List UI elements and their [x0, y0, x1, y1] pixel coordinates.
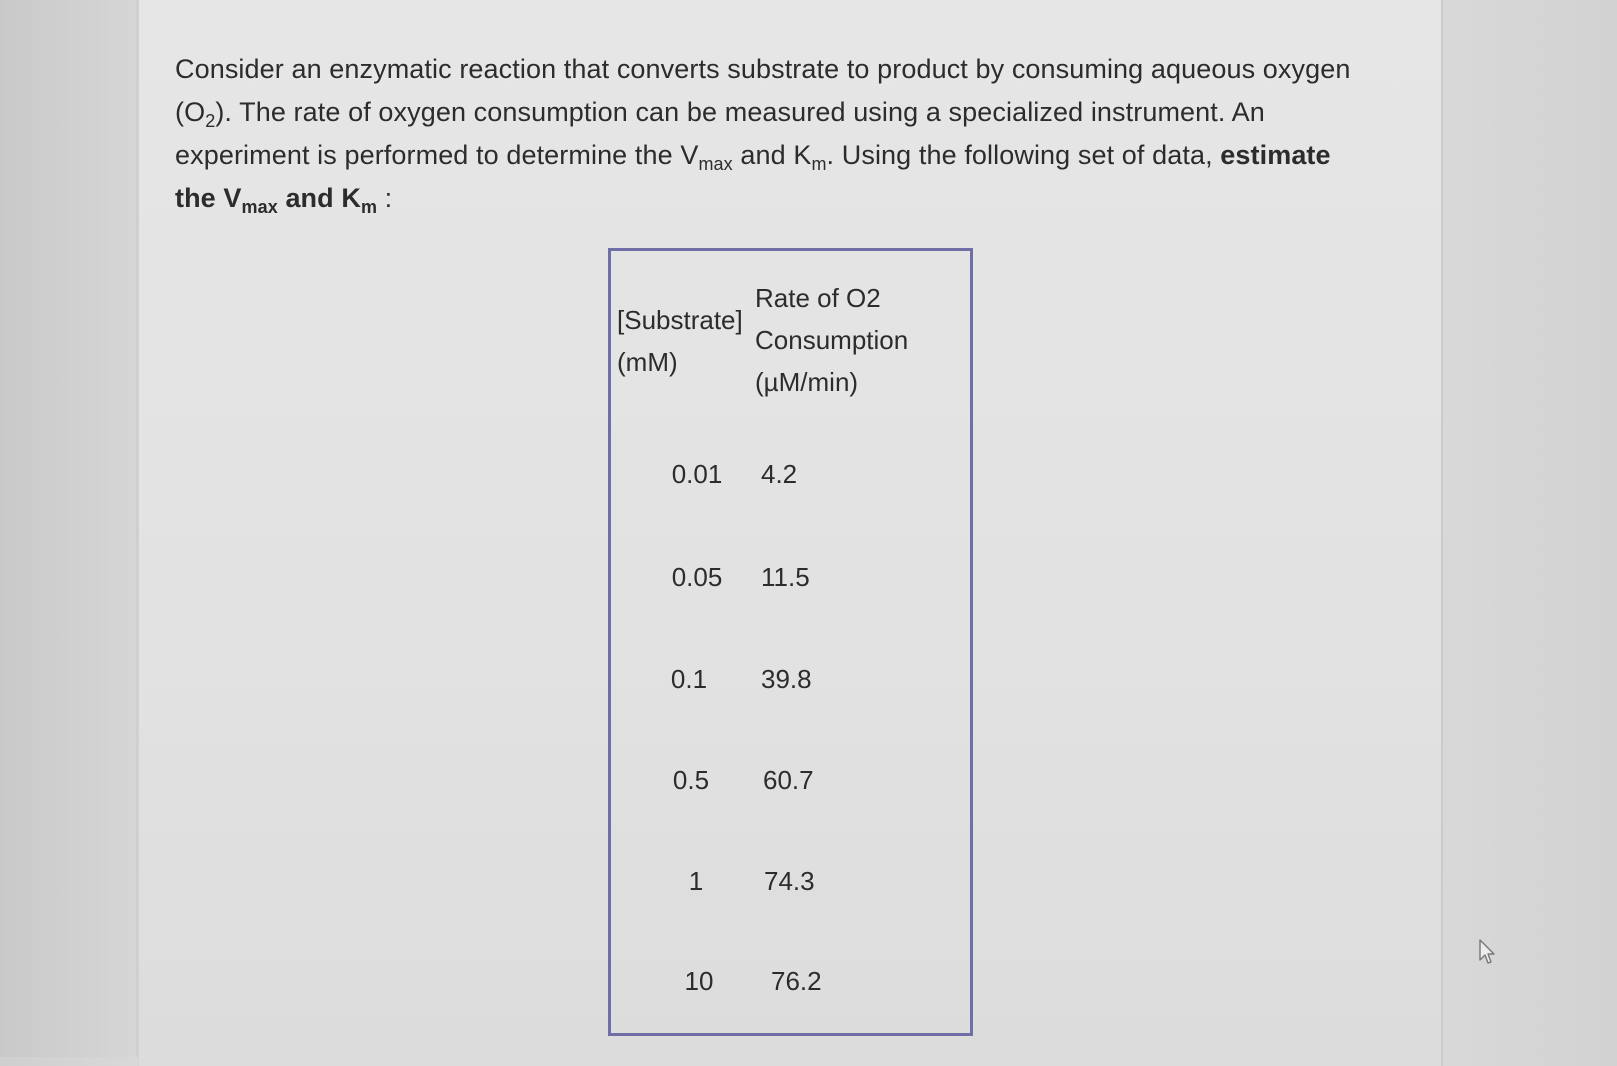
- vmax-subscript-bold: max: [241, 197, 278, 217]
- o2-subscript: 2: [205, 111, 216, 131]
- header-substrate: [617, 299, 757, 383]
- o2-open: (O: [175, 97, 206, 127]
- table-cell-rate: 60.7: [763, 765, 814, 795]
- and-k-bold: and K: [277, 183, 361, 213]
- data-table: [608, 248, 973, 1036]
- question-line-3-text: experiment is performed to determine the V: [175, 140, 699, 170]
- question-line-1-text: Consider an enzymatic reaction that converts substrate to product by consuming aqueous oxygen: [175, 54, 1351, 84]
- question-text: [175, 48, 1385, 220]
- table-cell-substrate: 0.5: [672, 765, 710, 795]
- table-cell-rate: 4.2: [761, 459, 798, 489]
- header-substrate-unit: (mM): [617, 347, 678, 377]
- mouse-pointer-icon: [1478, 938, 1496, 966]
- estimate-bold: estimate: [1220, 140, 1331, 170]
- table-cell-rate: 39.8: [761, 664, 812, 694]
- question-line-1: [175, 48, 1385, 91]
- table-cell-rate: 11.5: [761, 562, 810, 592]
- header-rate-unit: (µM/min): [755, 367, 859, 397]
- table-cell-substrate: 0.05: [671, 562, 723, 592]
- left-gutter: [0, 0, 138, 1057]
- colon-text: :: [377, 183, 393, 213]
- question-line-2: [175, 91, 1385, 134]
- and-k-text: and K: [732, 140, 812, 170]
- question-line-2-text: ). The rate of oxygen consumption can be measured using a specialized instrument. An: [215, 97, 1265, 127]
- question-line-3-post: . Using the following set of data,: [826, 140, 1221, 170]
- the-v-bold: the V: [175, 183, 242, 213]
- km-subscript-bold: m: [360, 197, 378, 217]
- table-cell-rate: 74.3: [764, 866, 815, 896]
- header-substrate-label: [Substrate]: [617, 305, 743, 335]
- question-line-3: [175, 134, 1385, 177]
- table-cell-substrate: 1: [688, 866, 704, 896]
- header-rate-label-2: Consumption: [755, 325, 909, 355]
- table-cell-substrate: 0.01: [671, 459, 723, 489]
- table-cell-substrate: 0.1: [670, 664, 708, 694]
- question-line-4: [175, 177, 1385, 220]
- header-rate-label: Rate of O2: [755, 283, 881, 313]
- km-subscript: m: [811, 154, 827, 174]
- header-rate: [755, 277, 955, 403]
- table-cell-substrate: 10: [684, 966, 714, 996]
- table-cell-rate: 76.2: [771, 966, 822, 996]
- vmax-subscript: max: [698, 154, 733, 174]
